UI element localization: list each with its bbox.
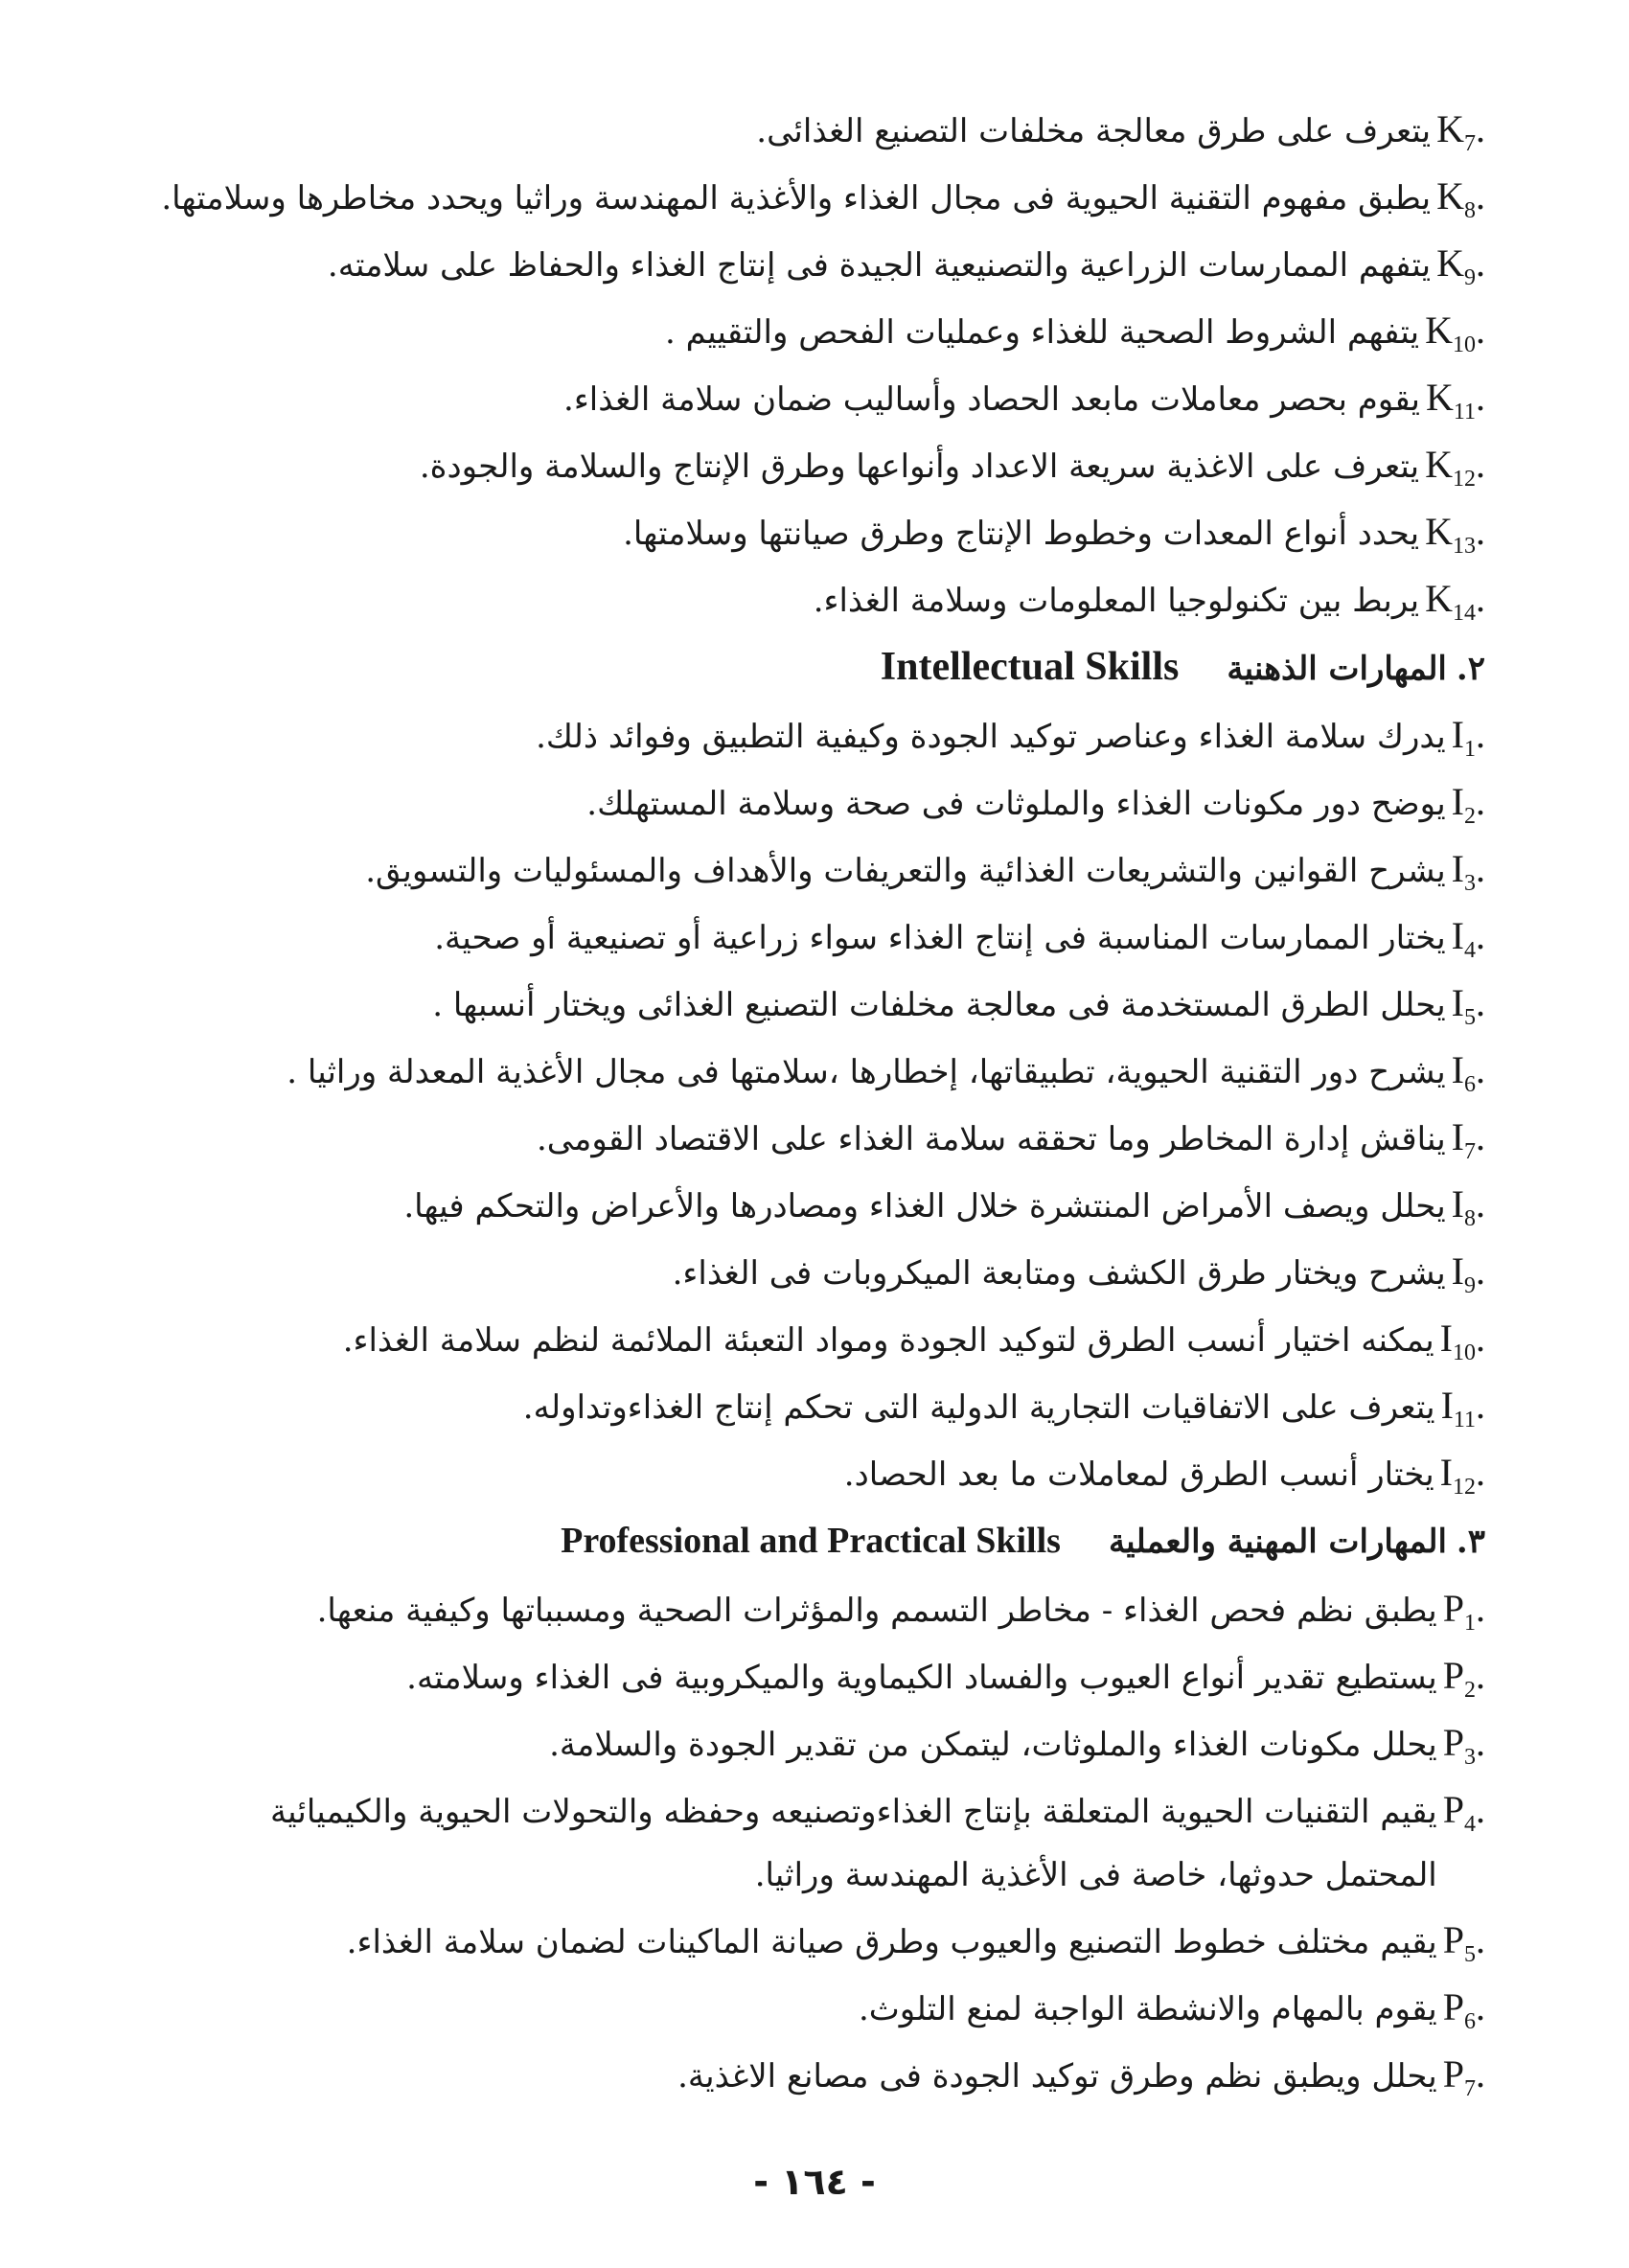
list-item [163, 498, 1485, 565]
item-text: يحلل الطرق المستخدمة فى معالجة مخلفات التصنيع الغذائى ويختار أنسبها . [432, 986, 1446, 1024]
list-item [163, 1037, 1485, 1104]
item-text: يقيم التقنيات الحيوية المتعلقة بإنتاج الغذاءوتصنيعه وحفظه والتحولات الحيوية والكيميائية المحتمل حدوثها، خاصة فى الأغذية المهندسة وراثيا. [269, 1793, 1437, 1894]
item-code: $I_7$. [1451, 1115, 1485, 1164]
item-text: يحلل مكونات الغذاء والملوثات، ليتمكن من تقدير الجودة والسلامة. [549, 1726, 1437, 1764]
item-code: $I_4$. [1451, 914, 1485, 963]
section-number: ٢. [1456, 650, 1485, 688]
item-code: $P_6$. [1442, 1985, 1485, 2034]
item-text: يقوم بحصر معاملات مابعد الحصاد وأساليب ضمان سلامة الغذاء. [563, 380, 1420, 419]
list-item [163, 1171, 1485, 1238]
item-text: يحلل ويطبق نظم وطرق توكيد الجودة فى مصانع الاغذية. [677, 2057, 1437, 2096]
item-code: $K_{10}$. [1425, 309, 1485, 357]
list-item [163, 1104, 1485, 1171]
section-heading-intellectual [163, 632, 1485, 701]
item-code: $P_2$. [1442, 1654, 1485, 1703]
item-text: يشرح ويختار طرق الكشف ومتابعة الميكروبات فى الغذاء. [672, 1254, 1446, 1293]
item-text: يطبق مفهوم التقنية الحيوية فى مجال الغذاء والأغذية المهندسة وراثيا ويحدد مخاطرها وسلامتها. [161, 179, 1432, 218]
item-code: $K_9$. [1436, 241, 1485, 290]
item-code: $K_{14}$. [1425, 577, 1485, 626]
item-text: يختار الممارسات المناسبة فى إنتاج الغذاء سواء زراعية أو تصنيعية أو صحية. [434, 919, 1446, 957]
item-code: $K_{11}$. [1426, 376, 1485, 424]
item-text: يختار أنسب الطرق لمعاملات ما بعد الحصاد. [843, 1455, 1434, 1494]
section-number: ٣. [1456, 1523, 1485, 1561]
list-item [163, 970, 1485, 1037]
item-text: يتفهم الممارسات الزراعية والتصنيعية الجيدة فى إنتاج الغذاء والحفاظ على سلامته. [327, 246, 1432, 285]
item-code: $I_{10}$. [1439, 1317, 1485, 1365]
list-item [163, 96, 1485, 163]
knowledge-list [163, 96, 1485, 632]
item-code: $I_8$. [1451, 1182, 1485, 1231]
section-title-english: Intellectual Skills [880, 645, 1180, 689]
list-item [163, 903, 1485, 970]
item-code: $K_{13}$. [1425, 510, 1485, 559]
item-text: يحلل ويصف الأمراض المنتشرة خلال الغذاء ومصادرها والأعراض والتحكم فيها. [403, 1187, 1446, 1226]
item-code: $P_3$. [1442, 1721, 1485, 1770]
document-page [163, 96, 1485, 2108]
item-text: يتعرف على الاغذية سريعة الاعداد وأنواعها وطرق الإنتاج والسلامة والجودة. [419, 447, 1420, 486]
section-heading-professional [163, 1506, 1485, 1575]
item-text: يتعرف على طرق معالجة مخلفات التصنيع الغذائى. [756, 112, 1432, 150]
item-code: $I_9$. [1451, 1249, 1485, 1298]
section-title-arabic: المهارات المهنية والعملية [1108, 1523, 1447, 1561]
section-title-english: Professional and Practical Skills [561, 1521, 1061, 1561]
section-title-arabic: المهارات الذهنية [1227, 650, 1447, 688]
item-code: $P_5$. [1442, 1918, 1485, 1967]
item-code: $I_5$. [1451, 981, 1485, 1030]
list-item [163, 230, 1485, 297]
item-text: يدرك سلامة الغذاء وعناصر توكيد الجودة وكيفية التطبيق وفوائد ذلك. [536, 718, 1446, 756]
list-item [163, 1642, 1485, 1709]
list-item [163, 1238, 1485, 1305]
item-text: يمكنه اختيار أنسب الطرق لتوكيد الجودة ومواد التعبئة الملائمة لنظم سلامة الغذاء. [342, 1321, 1434, 1360]
item-text: يربط بين تكنولوجيا المعلومات وسلامة الغذاء. [813, 582, 1420, 620]
item-text: يتعرف على الاتفاقيات التجارية الدولية التى تحكم إنتاج الغذاءوتداوله. [522, 1388, 1435, 1427]
list-item [163, 163, 1485, 230]
list-item [163, 1305, 1485, 1372]
list-item [163, 1372, 1485, 1439]
list-item [163, 1709, 1485, 1776]
item-code: $I_{11}$. [1440, 1384, 1485, 1432]
item-text: يشرح القوانين والتشريعات الغذائية والتعريفات والأهداف والمسئوليات والتسويق. [365, 852, 1446, 890]
item-code: $K_8$. [1436, 174, 1485, 223]
list-item [163, 1974, 1485, 2041]
list-item [163, 1575, 1485, 1642]
item-text: يطبق نظم فحص الغذاء - مخاطر التسمم والمؤثرات الصحية ومسبباتها وكيفية منعها. [316, 1592, 1437, 1630]
item-text: يتفهم الشروط الصحية للغذاء وعمليات الفحص والتقييم . [664, 313, 1420, 352]
item-code: $I_1$. [1451, 713, 1485, 762]
page-number: - ١٦٤ - [753, 2161, 876, 2203]
item-code: $P_7$. [1442, 2052, 1485, 2101]
item-text: يشرح دور التقنية الحيوية، تطبيقاتها، إخطارها ،سلامتها فى مجال الأغذية المعدلة وراثيا . [287, 1053, 1446, 1091]
list-item [163, 2041, 1485, 2108]
item-code: $I_3$. [1451, 847, 1485, 896]
professional-list [163, 1575, 1485, 2108]
item-code: $P_1$. [1442, 1587, 1485, 1636]
item-text: يقيم مختلف خطوط التصنيع والعيوب وطرق صيانة الماكينات لضمان سلامة الغذاء. [346, 1923, 1437, 1961]
list-item [163, 565, 1485, 632]
intellectual-list [163, 701, 1485, 1506]
list-item [163, 836, 1485, 903]
list-item [163, 768, 1485, 836]
list-item [163, 1907, 1485, 1974]
item-code: $I_2$. [1451, 780, 1485, 829]
item-code: $I_6$. [1451, 1048, 1485, 1097]
list-item [163, 1776, 1485, 1907]
list-item [163, 297, 1485, 364]
list-item [163, 1439, 1485, 1506]
list-item [163, 364, 1485, 431]
item-text: يوضح دور مكونات الغذاء والملوثات فى صحة وسلامة المستهلك. [586, 785, 1446, 823]
item-text: يستطيع تقدير أنواع العيوب والفساد الكيماوية والميكروبية فى الغذاء وسلامته. [406, 1659, 1437, 1697]
item-code: $K_{12}$. [1425, 443, 1485, 492]
item-text: يحدد أنواع المعدات وخطوط الإنتاج وطرق صيانتها وسلامتها. [623, 515, 1420, 553]
item-code: $P_4$. [1442, 1788, 1485, 1837]
item-code: $K_7$. [1436, 107, 1485, 156]
item-text: يناقش إدارة المخاطر وما تحققه سلامة الغذاء على الاقتصاد القومى. [536, 1120, 1446, 1158]
list-item [163, 701, 1485, 768]
item-text: يقوم بالمهام والانشطة الواجبة لمنع التلوث. [858, 1990, 1437, 2028]
item-code: $I_{12}$. [1439, 1451, 1485, 1500]
list-item [163, 431, 1485, 498]
